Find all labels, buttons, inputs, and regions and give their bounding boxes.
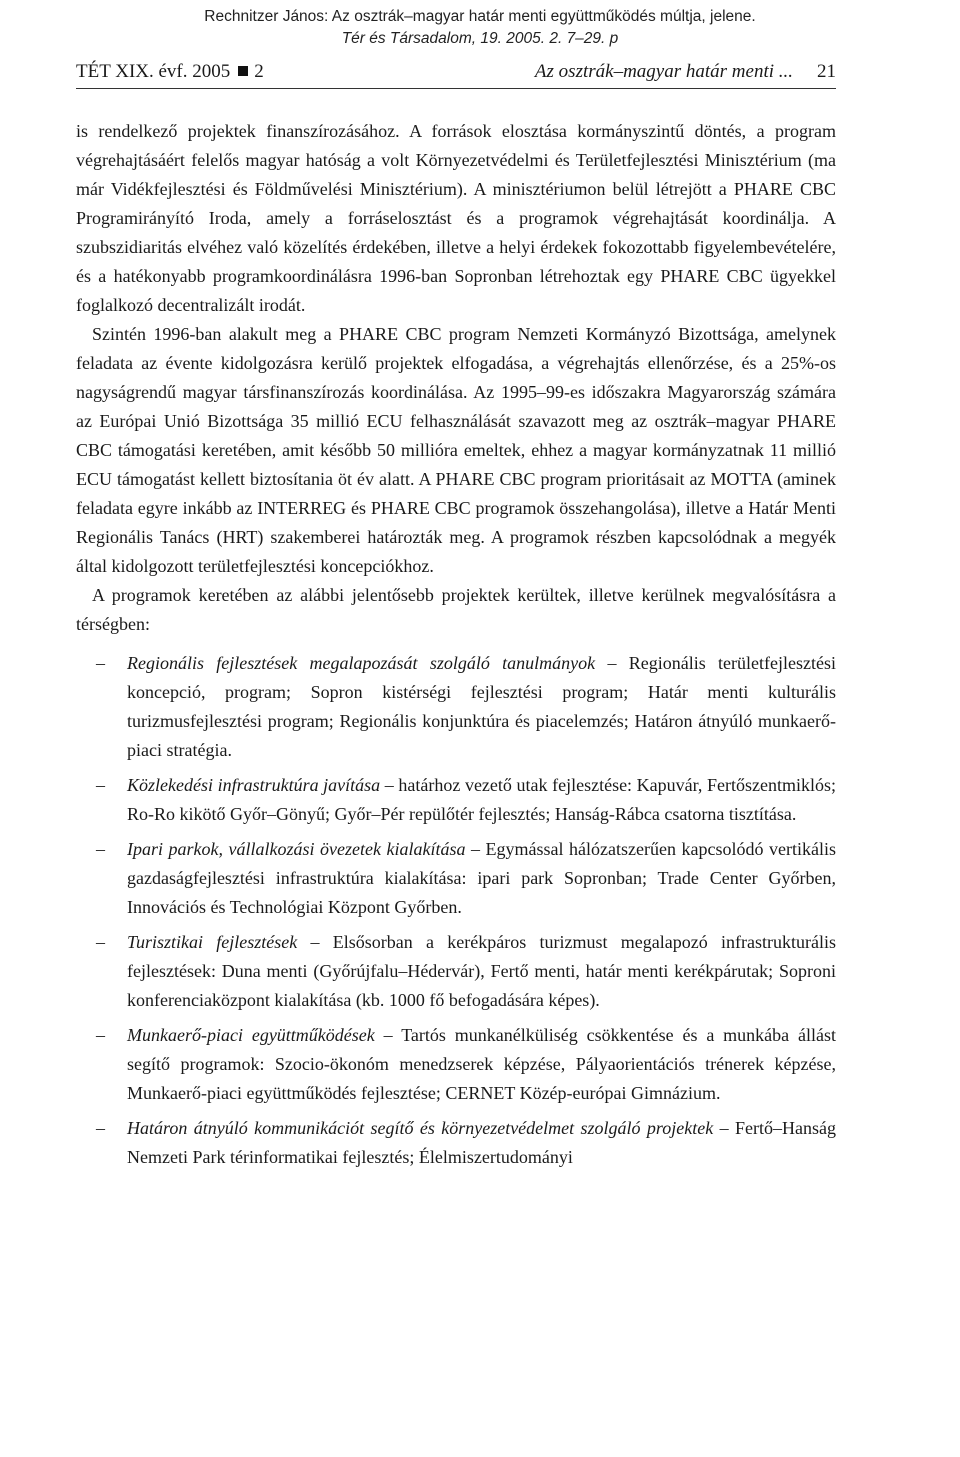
dash-bullet-icon: – — [96, 839, 105, 859]
running-head — [76, 58, 836, 89]
dash-bullet-icon: – — [96, 932, 105, 952]
project-title: Regionális fejlesztések megalapozását szolgáló tanulmányok — [127, 653, 596, 673]
dash-bullet-icon: – — [96, 775, 105, 795]
page-number: 21 — [817, 61, 836, 82]
running-title: Az osztrák–magyar határ menti ... — [534, 61, 793, 82]
dash-bullet-icon: – — [96, 1025, 105, 1045]
citation-line-1: Rechnitzer János: Az osztrák–magyar határ menti együttműködés múltja, jelene. — [204, 8, 756, 25]
dash-bullet-icon: – — [96, 653, 105, 673]
dash-bullet-icon: – — [96, 1118, 105, 1138]
project-description: – Elsősorban a kerékpáros turizmust megalapozó infrastrukturális fejlesztések: Duna menti (Győrújfalu–Hédervár), Fertő menti, határ menti kerékpárutak; Soproni konferenciaközpont kialakítása (kb. 1000 fő befogadására képes). — [127, 932, 836, 1010]
project-item — [76, 928, 836, 1015]
project-description: – határhoz vezető utak fejlesztése: Kapuvár, Fertőszentmiklós; Ro-Ro kikötő Győr–Gönyű; Győr–Pér repülőtér fejlesztés; Hanság-Rábca csatorna tisztítása. — [127, 775, 836, 824]
journal-issue: 2 — [254, 61, 264, 82]
journal-volume: TÉT XIX. évf. 2005 — [76, 61, 231, 82]
running-title-block — [535, 58, 836, 86]
project-description: – Regionális területfejlesztési koncepció, program; Sopron kistérségi fejlesztési program; Határ menti kulturális turizmusfejlesztési program; Regionális konjunktúra és piacelemzés; Határon átnyúló munkaerő-piaci stratégia. — [127, 653, 836, 760]
square-bullet-icon — [238, 66, 248, 76]
project-title: Határon átnyúló kommunikációt segítő és környezetvédelmet szolgáló projektek — [127, 1118, 714, 1138]
project-description: – Tartós munkanélküliség csökkentése és a munkába állást segítő programok: Szocio-ökonóm menedzserek képzése, Pályaorientációs trénerek képzése, Munkaerő-piaci együttműködés fejlesztése; CERNET Közép-európai Gimnázium. — [127, 1025, 837, 1103]
project-title: Közlekedési infrastruktúra javítása — [127, 775, 381, 795]
project-list — [76, 649, 836, 1172]
project-item — [76, 1114, 836, 1172]
paragraph-3: A programok keretében az alábbi jelentősebb projektek kerültek, illetve kerülnek megvalósításra a térségben: — [76, 585, 836, 634]
journal-info — [76, 58, 264, 86]
paragraph-2: Szintén 1996-ban alakult meg a PHARE CBC program Nemzeti Kormányzó Bizottsága, amelynek feladata az évente kidolgozásra kerülő projektek elfogadása, a végrehajtás ellenőrzése, és a 25%-os nagyságrendű magyar társfinanszírozás koordinálása. Az 1995–99-es időszakra Magyarország számára az Európai Unió Bizottsága 35 millió ECU felhasználását szavazott meg az osztrák–magyar PHARE CBC támogatási keretében, amit később 50 millióra emeltek, ehhez a magyar kormányzatnak 11 millió ECU támogatást kellett biztosítania öt év alatt. A PHARE CBC program prioritásait az MOTTA (aminek feladata egyre inkább az INTERREG és PHARE CBC programok összehangolása), illetve a Határ Menti Regionális Tanács (HRT) szakemberei határozták meg. A programok részben kapcsolódnak a megyék által kidolgozott területfejlesztési koncepciókhoz. — [76, 324, 836, 576]
paragraph-1: is rendelkező projektek finanszírozásához. A források elosztása kormányszintű döntés, a program végrehajtásáért felelős magyar hatóság a volt Környezetvédelmi és Területfejlesztési Minisztérium (ma már Vidékfejlesztési és Földművelési Minisztérium). A minisztériumon belül létrejött a PHARE CBC Programirányító Iroda, amely a forráselosztást és a programok végrehajtását koordinálja. A szubszidiaritás elvéhez való közelítés érdekében, illetve a helyi érdekek fokozottabb figyelembevételére, és a hatékonyabb programkoordinálásra 1996-ban Sopronban létrehoztak egy PHARE CBC ügyekkel foglalkozó decentralizált irodát. — [76, 121, 836, 315]
project-title: Turisztikai fejlesztések — [127, 932, 298, 952]
project-description: – Egymással hálózatszerűen kapcsolódó vertikális gazdaságfejlesztési infrastruktúra kialakítása: ipari park Sopronban; Trade Center Győrben, Innovációs és Technológiai Központ Győrben. — [127, 839, 836, 917]
project-item — [76, 649, 836, 765]
project-item — [76, 835, 836, 922]
project-title: Munkaerő-piaci együttműködések — [127, 1025, 375, 1045]
body-text — [76, 117, 836, 1172]
project-title: Ipari parkok, vállalkozási övezetek kialakítása — [127, 839, 466, 859]
project-item — [76, 1021, 836, 1108]
citation-header — [0, 6, 960, 50]
project-item — [76, 771, 836, 829]
citation-line-2: Tér és Társadalom, 19. 2005. 2. 7–29. p — [341, 30, 619, 47]
project-description: – Fertő–Hanság Nemzeti Park térinformatikai fejlesztés; Élelmiszertudományi — [127, 1118, 836, 1167]
